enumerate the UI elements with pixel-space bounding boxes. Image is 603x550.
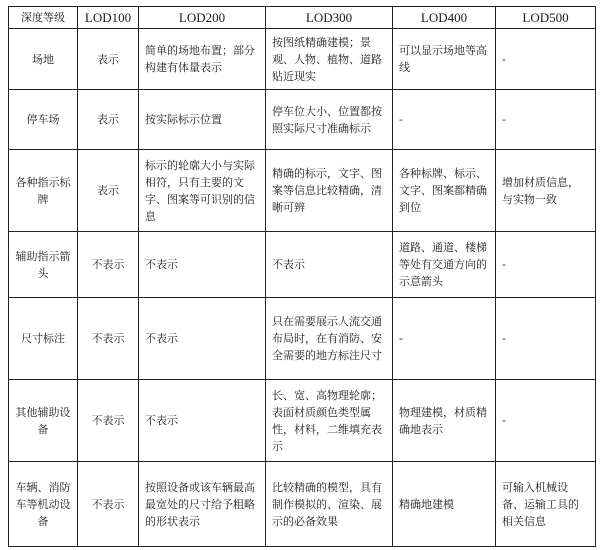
- table-row: [9, 298, 596, 380]
- cell-lod500: 增加材质信息，与实物一致: [496, 150, 596, 232]
- row-label: 停车场: [9, 90, 78, 150]
- table-row: [9, 380, 596, 462]
- cell-lod100: 表示: [78, 90, 139, 150]
- cell-lod300: 不表示: [266, 232, 393, 298]
- header-lod100: LOD100: [78, 7, 139, 29]
- cell-lod400: 精确地建模: [393, 462, 496, 547]
- header-lod400: LOD400: [393, 7, 496, 29]
- header-lod500: LOD500: [496, 7, 596, 29]
- cell-lod400: 物理建模，材质精确地表示: [393, 380, 496, 462]
- cell-lod200: 不表示: [139, 298, 266, 380]
- cell-lod400: 可以显示场地等高线: [393, 29, 496, 90]
- cell-lod200: 按实际标示位置: [139, 90, 266, 150]
- table-row: [9, 232, 596, 298]
- row-label: 各种指示标牌: [9, 150, 78, 232]
- cell-lod500: 可输入机械设备、运输工具的相关信息: [496, 462, 596, 547]
- cell-lod100: 不表示: [78, 232, 139, 298]
- cell-lod300: 只在需要展示人流交通布局时，在有消防、安全需要的地方标注尺寸: [266, 298, 393, 380]
- cell-lod500: -: [496, 29, 596, 90]
- cell-lod500: -: [496, 298, 596, 380]
- cell-lod100: 表示: [78, 29, 139, 90]
- cell-lod200: 标示的轮廓大小与实际相符，只有主要的文字、图案等可识别的信息: [139, 150, 266, 232]
- row-label: 车辆、消防车等机动设备: [9, 462, 78, 547]
- cell-lod500: -: [496, 90, 596, 150]
- header-depth-level: 深度等级: [9, 7, 78, 29]
- cell-lod400: -: [393, 90, 496, 150]
- table-row: [9, 462, 596, 547]
- cell-lod100: 表示: [78, 150, 139, 232]
- cell-lod300: 长、宽、高物理轮廓；表面材质颜色类型属性，材料，二维填充表示: [266, 380, 393, 462]
- cell-lod200: 不表示: [139, 232, 266, 298]
- header-lod300: LOD300: [266, 7, 393, 29]
- cell-lod500: -: [496, 380, 596, 462]
- cell-lod200: 按照设备或该车辆最高最宽处的尺寸给予粗略的形状表示: [139, 462, 266, 547]
- table-row: [9, 150, 596, 232]
- cell-lod500: -: [496, 232, 596, 298]
- cell-lod100: 不表示: [78, 462, 139, 547]
- row-label: 尺寸标注: [9, 298, 78, 380]
- header-row: [9, 7, 596, 29]
- cell-lod400: 道路、通道、楼梯等处有交通方向的示意箭头: [393, 232, 496, 298]
- header-lod200: LOD200: [139, 7, 266, 29]
- cell-lod300: 按图纸精确建模；景观、人物、植物、道路贴近现实: [266, 29, 393, 90]
- cell-lod100: 不表示: [78, 298, 139, 380]
- lod-depth-table: [8, 6, 596, 547]
- cell-lod200: 简单的场地布置；部分构建有体量表示: [139, 29, 266, 90]
- cell-lod200: 不表示: [139, 380, 266, 462]
- cell-lod400: 各种标牌、标示、文字、图案都精确到位: [393, 150, 496, 232]
- cell-lod300: 比较精确的模型，具有制作模拟的、渲染、展示的必备效果: [266, 462, 393, 547]
- cell-lod100: 不表示: [78, 380, 139, 462]
- cell-lod400: -: [393, 298, 496, 380]
- table-row: [9, 90, 596, 150]
- row-label: 场地: [9, 29, 78, 90]
- cell-lod300: 停车位大小、位置都按照实际尺寸准确标示: [266, 90, 393, 150]
- row-label: 辅助指示箭头: [9, 232, 78, 298]
- table-row: [9, 29, 596, 90]
- cell-lod300: 精确的标示，文字、图案等信息比较精确，清晰可辨: [266, 150, 393, 232]
- row-label: 其他辅助设备: [9, 380, 78, 462]
